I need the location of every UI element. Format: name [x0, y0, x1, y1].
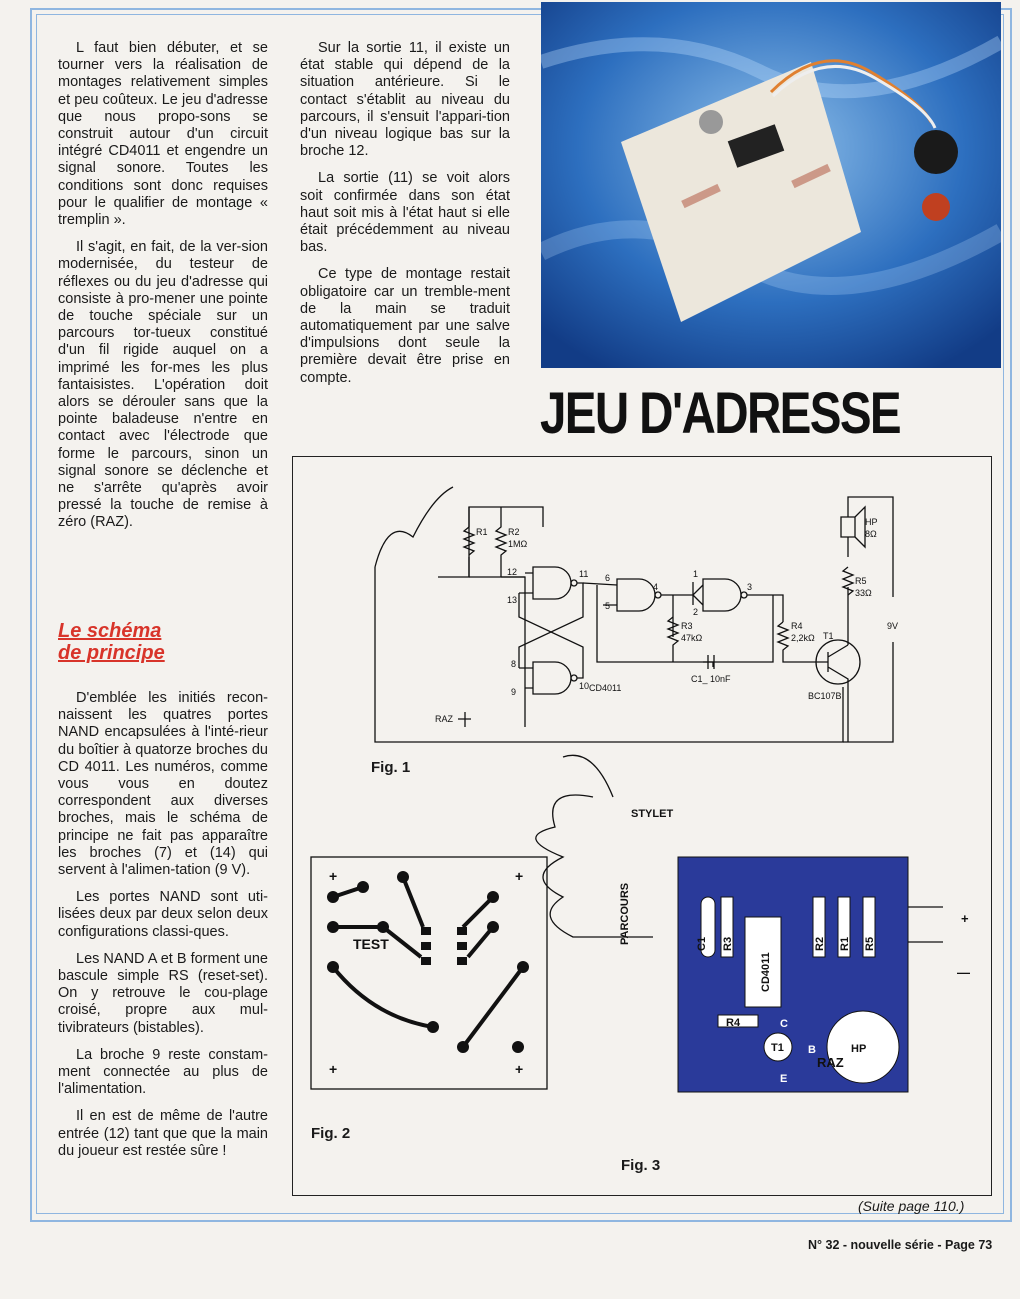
circuit-photo: [541, 2, 1001, 368]
paragraph: Il s'agit, en fait, de la ver-sion modernisée, du testeur de réflexes ou du jeu d'adresse qui consiste à pro-mener une pointe de touche spéciale sur un parcours tor-tueux constitué d'un fil rigide auquel on a imprimé les for-mes les plus fantaisistes. L'opération doit alors se dérouler sans que la pointe baladeuse n'entre en contact avec l'électrode que forme le parcours, sinon un signal sonore se déclenche et ne s'arrête qu'après avoir pressé la touche de remise à zéro (RAZ).: [58, 239, 268, 531]
label-parcours: PARCOURS: [619, 882, 631, 945]
pin-11: 11: [579, 569, 589, 579]
continued-note: (Suite page 110.): [858, 1198, 965, 1214]
label-test: TEST: [353, 936, 389, 952]
label-ic: CD4011: [589, 683, 622, 693]
label-r5: R5: [855, 576, 867, 586]
paragraph: La sortie (11) se voit alors soit confirmée dans son état haut soit mis à l'état haut si elle était précédemment au niveau bas.: [300, 170, 510, 256]
pin-6: 6: [605, 573, 611, 583]
label-b: B: [808, 1044, 816, 1056]
left-column-text-top: [58, 40, 268, 542]
label-r4: R4: [726, 1017, 741, 1029]
label-hp-value: 8Ω: [865, 529, 877, 539]
pin-10: 10: [579, 681, 590, 691]
section-heading: [58, 620, 165, 664]
plus-sign: +: [329, 868, 338, 884]
pin-1: 1: [693, 569, 699, 579]
label-r2-value: 1MΩ: [508, 539, 528, 549]
paragraph: L faut bien débuter, et se tourner vers la réalisation de montages relativement simples et peu coûteux. Le jeu d'adresse que nous propo-sons se construit autour d'un circuit intégré CD4011 et engendre un signal sonore. Toutes les conditions sont donc requises pour le qualifier de montage « tremplin ».: [58, 40, 268, 229]
label-raz: RAZ: [817, 1055, 844, 1070]
label-e: E: [780, 1073, 788, 1085]
label-t1: T1: [771, 1042, 784, 1054]
paragraph: Les NAND A et B forment une bascule simple RS (reset-set). On y retrouve le cou-plage croisé, propre aux mul-tivibrateurs (bistables).: [58, 950, 268, 1036]
label-r3-value: 47kΩ: [681, 633, 703, 643]
fig3-label: Fig. 3: [621, 1157, 661, 1174]
label-9v: 9V: [887, 621, 899, 631]
paragraph: D'emblée les initiés recon-naissent les quatres portes NAND encapsulées à l'inté-rieur du boîtier à quatorze broches du CD 4011. Les numéros, comme vous vous en doutez correspondent aux diverses broches, mais le schéma de principe ne fait pas apparaître les broches (7) et (14) qui servent à l'alimen-tation (9 V).: [58, 690, 268, 879]
pin-3: 3: [747, 582, 753, 592]
label-raz: RAZ: [435, 714, 453, 724]
minus-sign: —: [957, 965, 970, 980]
label-r3: R3: [722, 936, 734, 951]
pin-13: 13: [507, 595, 518, 605]
pin-9: 9: [511, 687, 517, 697]
label-t1-value: BC107B: [808, 691, 842, 701]
label-hp: HP: [851, 1043, 867, 1055]
pin-12: 12: [507, 567, 518, 577]
label-r2: R2: [508, 527, 520, 537]
pin-5: 5: [605, 601, 611, 611]
label-ic: CD4011: [760, 952, 772, 992]
label-hp: HP: [865, 517, 878, 527]
paragraph: La broche 9 reste constam-ment connectée au plus de l'alimentation.: [58, 1046, 268, 1098]
paragraph: Il en est de même de l'autre entrée (12) tant que que la main du joueur est restée sûre !: [58, 1108, 268, 1159]
fig2-label: Fig. 2: [311, 1125, 351, 1142]
plus-sign: +: [515, 868, 524, 884]
label-c1: C1: [696, 936, 708, 951]
label-r2: R2: [814, 936, 826, 951]
paragraph: Sur la sortie 11, il existe un état stable qui dépend de la situation antérieure. Si le contact s'établit au niveau du parcours, il s'ensuit l'appari-tion d'un niveau logique bas sur la broche 12.: [300, 40, 510, 160]
pin-2: 2: [693, 607, 699, 617]
paragraph: Ce type de montage restait obligatoire car un tremble-ment de la main se traduit automatiquement par une salve d'impulsions dont seule la première devait être prise en compte.: [300, 266, 510, 386]
label-stylet: STYLET: [631, 808, 674, 820]
paragraph: Les portes NAND sont uti-lisées deux par deux selon deux configurations classi-ques.: [58, 889, 268, 940]
left-column-text-bottom: [58, 690, 268, 1170]
page-footer: N° 32 - nouvelle série - Page 73: [808, 1238, 993, 1252]
plus-sign: +: [961, 911, 969, 926]
heading-line: de principe: [58, 642, 165, 664]
label-t1: T1: [823, 631, 834, 641]
label-c: C: [780, 1018, 788, 1030]
plus-sign: +: [515, 1061, 524, 1077]
label-r1: R1: [839, 936, 851, 951]
middle-column-text: [300, 40, 510, 397]
label-r1: R1: [476, 527, 488, 537]
plus-sign: +: [329, 1061, 338, 1077]
label-r3: R3: [681, 621, 693, 631]
pin-4: 4: [653, 582, 659, 592]
label-r4: R4: [791, 621, 803, 631]
heading-line: Le schéma: [58, 620, 162, 642]
label-r5: R5: [864, 936, 876, 951]
pin-8: 8: [511, 659, 517, 669]
label-c1: C1_ 10nF: [691, 674, 731, 684]
figures-box: [292, 456, 992, 1196]
label-r4-value: 2,2kΩ: [791, 633, 815, 643]
fig1-label: Fig. 1: [371, 759, 411, 776]
label-r5-value: 33Ω: [855, 588, 872, 598]
page-title: JEU D'ADRESSE: [540, 381, 901, 446]
